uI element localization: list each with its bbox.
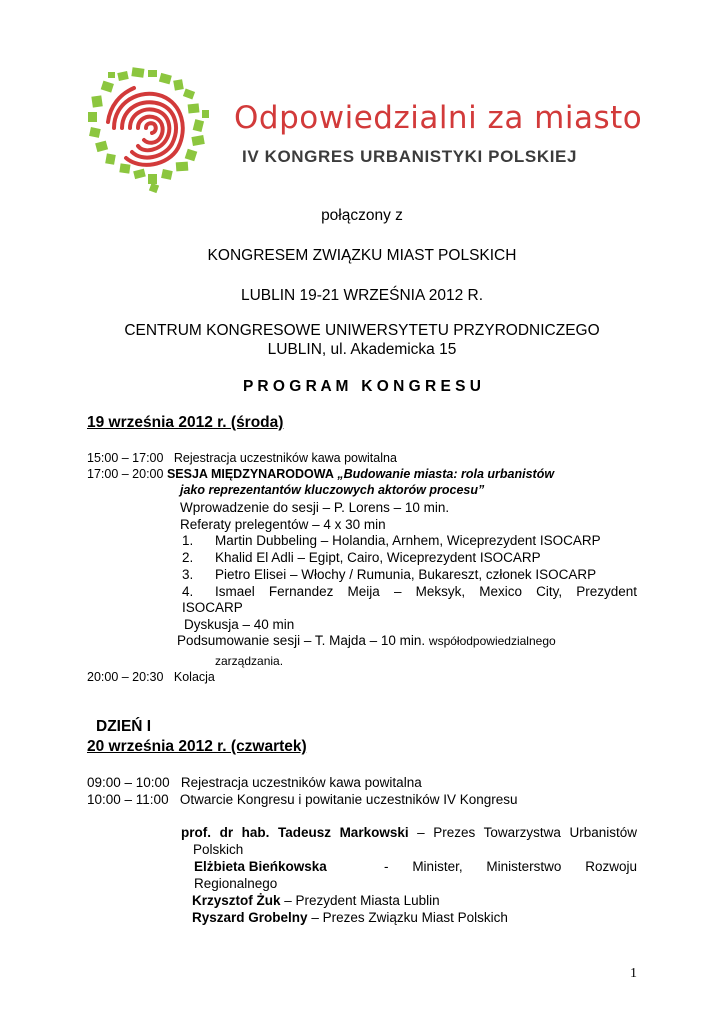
row-text: Rejestracja uczestników kawa powitalna (173, 451, 397, 465)
session-summary (177, 633, 556, 648)
row-text: Rejestracja uczestników kawa powitalna (180, 775, 422, 790)
item-number: 1. (182, 533, 194, 548)
intro-line-5: LUBLIN, ul. Akademicka 15 (267, 341, 457, 358)
summary-small-cont: zarządzania. (215, 654, 284, 668)
session-topic: „Budowanie miasta: rola urbanistów (337, 467, 555, 481)
intro-line-2: KONGRESEM ZWIĄZKU MIAST POLSKICH (207, 247, 517, 264)
item-text-cont: ISOCARP (182, 600, 243, 615)
page-number: 1 (630, 966, 637, 981)
session-referaty: Referaty prelegentów – 4 x 30 min (180, 517, 386, 532)
item-text: Khalid El Adli – Egipt, Cairo, Wiceprezydent ISOCARP (215, 550, 541, 565)
session-discussion: Dyskusja – 40 min (184, 617, 295, 632)
day1-date-heading: 20 września 2012 r. (czwartek) (87, 738, 307, 755)
speaker-name: Elżbieta Bieńkowska (194, 859, 327, 874)
speaker-role-cont: Regionalnego (194, 876, 278, 891)
row-time: 10:00 – 11:00 (87, 792, 169, 807)
speaker (192, 910, 508, 925)
speaker-role: – Prezydent Miasta Lublin (284, 893, 440, 908)
program-heading: P R O G R A M K O N G R E S U (243, 378, 481, 395)
speaker-role-cont: Polskich (193, 842, 244, 857)
day0-date-heading: 19 września 2012 r. (środa) (87, 414, 284, 431)
item-number: 4. (182, 584, 194, 599)
logo-subtitle: IV KONGRES URBANISTYKI POLSKIEJ (242, 147, 578, 166)
item-number: 2. (182, 550, 194, 565)
speaker (181, 825, 637, 840)
row-time: 20:00 – 20:30 (87, 670, 164, 684)
row-time: 15:00 – 17:00 (87, 451, 164, 465)
speaker-role: – Prezes Towarzystwa Urbanistów (417, 825, 637, 840)
list-item (182, 533, 601, 548)
row-text: Otwarcie Kongresu i powitanie uczestników IV Kongresu (179, 792, 518, 807)
row-time: 17:00 – 20:00 (87, 467, 164, 481)
list-item (182, 567, 597, 582)
speaker (192, 893, 440, 908)
session-topic-cont: jako reprezentantów kluczowych aktorów procesu” (180, 483, 485, 497)
speaker-name: prof. dr hab. Tadeusz Markowski (181, 825, 409, 840)
intro-line-4: CENTRUM KONGRESOWE UNIWERSYTETU PRZYRODNICZEGO (124, 322, 600, 339)
intro-line-1: połączony z (321, 207, 403, 224)
list-item (182, 550, 541, 565)
item-text: Ismael Fernandez Meija – Meksyk, Mexico City, Prezydent (215, 584, 637, 599)
logo-title: Odpowiedzialni za miasto (234, 100, 643, 136)
item-text: Martin Dubbeling – Holandia, Arnhem, Wiceprezydent ISOCARP (215, 533, 601, 548)
schedule-row (87, 451, 397, 465)
item-number: 3. (182, 567, 194, 582)
schedule-row (87, 467, 554, 481)
day1-label: DZIEŃ I (96, 718, 152, 735)
intro-line-3: LUBLIN 19-21 WRZEŚNIA 2012 R. (240, 287, 484, 304)
session-intro: Wprowadzenie do sesji – P. Lorens – 10 min. (180, 500, 450, 515)
speaker-role: - Minister, Ministerstwo Rozwoju (384, 859, 637, 874)
schedule-row (87, 775, 422, 790)
schedule-row (87, 792, 518, 807)
session-title: SESJA MIĘDZYNARODOWA (166, 467, 334, 481)
list-item (182, 584, 193, 599)
congress-logo-icon (84, 66, 216, 196)
speaker-name: Krzysztof Żuk (192, 893, 281, 908)
summary-text: Podsumowanie sesji – T. Majda – 10 min. (177, 633, 426, 648)
speaker-role: – Prezes Związku Miast Polskich (311, 910, 508, 925)
schedule-row (87, 670, 215, 684)
summary-small: współodpowiedzialnego (428, 634, 556, 648)
item-text: Pietro Elisei – Włochy / Rumunia, Bukareszt, członek ISOCARP (215, 567, 597, 582)
row-text: Kolacja (173, 670, 215, 684)
speaker-name: Ryszard Grobelny (192, 910, 308, 925)
row-time: 09:00 – 10:00 (87, 775, 170, 790)
